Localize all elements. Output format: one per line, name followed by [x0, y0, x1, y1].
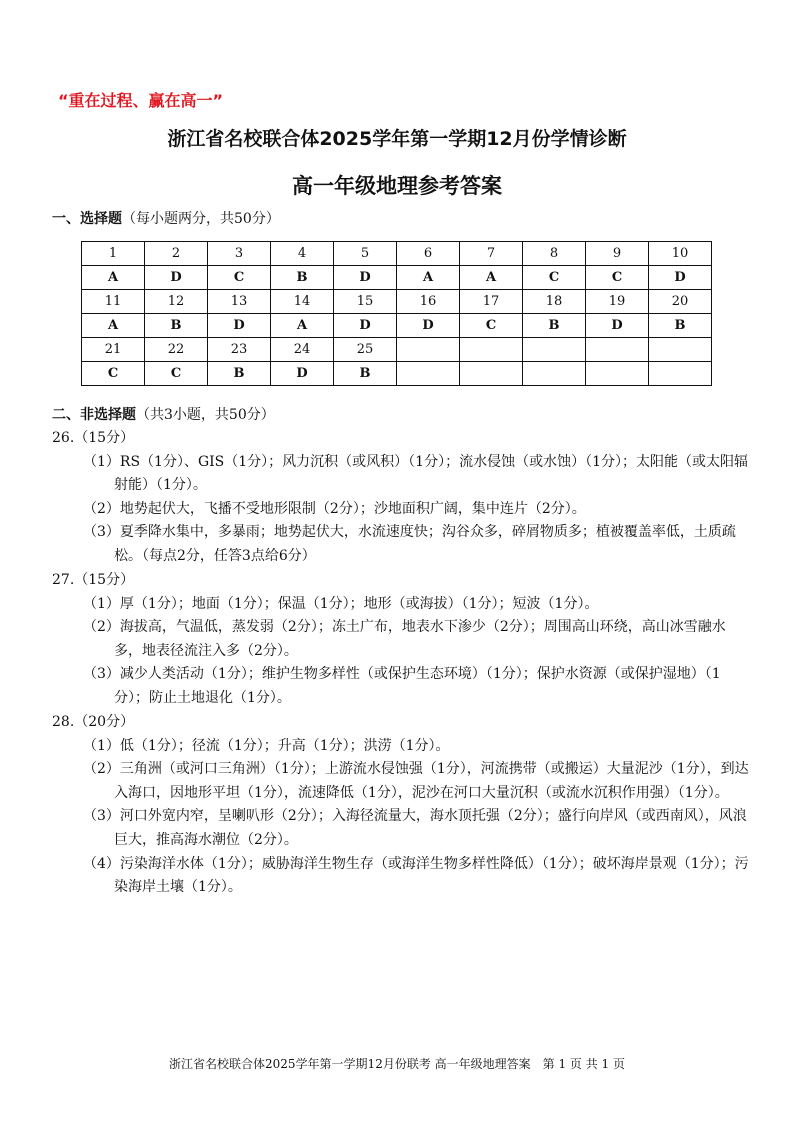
number-row	[82, 338, 712, 362]
question-number-cell: 23	[208, 338, 271, 362]
answer-cell: C	[82, 362, 145, 386]
answer-cell: B	[523, 314, 586, 338]
question-number-cell: 9	[586, 242, 649, 266]
answer-cell: B	[334, 362, 397, 386]
question-number-cell	[649, 338, 712, 362]
answer-item: （3）夏季降水集中，多暴雨；地势起伏大，水流速度快；沟谷众多，碎屑物质多；植被覆盖率低，土质疏松。（每点2分，任答3点给6分）	[83, 524, 736, 564]
question-number-cell	[397, 338, 460, 362]
answer-item: （2）地势起伏大，飞播不受地形限制（2分）；沙地面积广阔，集中连片（2分）。	[83, 500, 586, 517]
answer-cell: C	[460, 314, 523, 338]
question-number-cell: 21	[82, 338, 145, 362]
answer-item: （4）污染海洋水体（1分）；威胁海洋生物生存（或海洋生物多样性降低）（1分）；破坏海岸景观（1分）；污染海岸土壤（1分）。	[83, 855, 749, 896]
answer-table	[81, 241, 712, 386]
question-number-cell: 19	[586, 290, 649, 314]
answer-cell: A	[397, 266, 460, 290]
question-number-cell: 1	[82, 242, 145, 266]
answer-item: （2）海拔高，气温低，蒸发弱（2分）；冻土广布，地表水下渗少（2分）；周围高山环绕，高山冰雪融水多，地表径流注入多（2分）。	[83, 619, 726, 659]
question-number-cell: 2	[145, 242, 208, 266]
question-28	[52, 711, 752, 900]
question-number-cell: 10	[649, 242, 712, 266]
question-27	[52, 569, 752, 711]
answer-cell: C	[145, 362, 208, 386]
answer-cell	[649, 362, 712, 386]
question-number-cell: 11	[82, 290, 145, 314]
question-number-cell: 7	[460, 242, 523, 266]
section1-note: （每小题两分，共50分）	[122, 211, 280, 227]
question-26	[52, 427, 752, 569]
answer-cell: D	[145, 266, 208, 290]
answer-cell: C	[586, 266, 649, 290]
answer-cell: A	[82, 266, 145, 290]
question-number-cell: 25	[334, 338, 397, 362]
answer-cell: D	[586, 314, 649, 338]
number-row	[82, 290, 712, 314]
answer-cell: B	[145, 314, 208, 338]
answer-cell: B	[208, 362, 271, 386]
answer-cell: C	[523, 266, 586, 290]
question-number-cell: 4	[271, 242, 334, 266]
question-number-cell	[460, 338, 523, 362]
answer-cell	[523, 362, 586, 386]
answer-cell: D	[649, 266, 712, 290]
answer-item: （3）减少人类活动（1分）；维护生物多样性（或保护生态环境）（1分）；保护水资源（或保护湿地）（1分）；防止土地退化（1分）。	[83, 666, 721, 706]
answer-cell: D	[208, 314, 271, 338]
answer-cell: D	[334, 314, 397, 338]
question-number-cell: 17	[460, 290, 523, 314]
slogan: “重在过程、赢在高一”	[58, 91, 224, 110]
answer-row	[82, 314, 712, 338]
question-number-cell	[523, 338, 586, 362]
answer-cell	[460, 362, 523, 386]
question-number-cell	[586, 338, 649, 362]
question-number: 27.（15分）	[52, 572, 135, 588]
answer-cell: B	[271, 266, 334, 290]
answer-row	[82, 362, 712, 386]
answer-cell: A	[460, 266, 523, 290]
question-number-cell: 14	[271, 290, 334, 314]
answer-item: （1）厚（1分）；地面（1分）；保温（1分）；地形（或海拔）（1分）；短波（1分）。	[83, 595, 599, 612]
answer-cell: A	[82, 314, 145, 338]
question-number-cell: 6	[397, 242, 460, 266]
answer-cell	[586, 362, 649, 386]
answer-item: （1）RS（1分）、GIS（1分）；风力沉积（或风积）（1分）；流水侵蚀（或水蚀）（1分）；太阳能（或太阳辐射能）（1分）。	[83, 453, 748, 494]
question-number-cell: 13	[208, 290, 271, 314]
question-number: 26.（15分）	[52, 430, 135, 446]
question-number-cell: 5	[334, 242, 397, 266]
question-number-cell: 22	[145, 338, 208, 362]
question-number: 28.（20分）	[52, 714, 135, 730]
question-number-cell: 15	[334, 290, 397, 314]
section1-heading	[52, 208, 280, 228]
question-number-cell: 12	[145, 290, 208, 314]
question-number-cell: 16	[397, 290, 460, 314]
answer-cell: D	[271, 362, 334, 386]
question-number-cell: 20	[649, 290, 712, 314]
question-number-cell: 3	[208, 242, 271, 266]
page-footer: 浙江省名校联合体2025学年第一学期12月份联考 高一年级地理答案 第 1 页 共 1 页	[169, 1057, 625, 1071]
answer-cell: C	[208, 266, 271, 290]
answer-cell: A	[271, 314, 334, 338]
section2-heading	[52, 404, 275, 424]
section2-note: （共3小题，共50分）	[136, 407, 275, 423]
question-number-cell: 18	[523, 290, 586, 314]
answer-row	[82, 266, 712, 290]
answer-item: （2）三角洲（或河口三角洲）（1分）；上游流水侵蚀强（1分），河流携带（或搬运）大量泥沙（1分），到达入海口，因地形平坦（1分），流速降低（1分），泥沙在河口大量沉积（或流水沉积作用强）（1分）。	[83, 761, 749, 801]
section2-title: 二、非选择题	[52, 407, 136, 423]
question-number-cell: 24	[271, 338, 334, 362]
number-row	[82, 242, 712, 266]
section1-title: 一、选择题	[52, 211, 122, 227]
document-subtitle: 高一年级地理参考答案	[292, 174, 502, 198]
answer-cell: D	[397, 314, 460, 338]
document-title: 浙江省名校联合体2025学年第一学期12月份学情诊断	[167, 128, 627, 150]
answer-item: （3）河口外宽内窄，呈喇叭形（2分）；入海径流量大，海水顶托强（2分）；盛行向岸风（或西南风），风浪巨大，推高海水潮位（2分）。	[83, 808, 747, 848]
answer-cell	[397, 362, 460, 386]
answer-cell: D	[334, 266, 397, 290]
answer-cell: B	[649, 314, 712, 338]
question-number-cell: 8	[523, 242, 586, 266]
answer-item: （1）低（1分）；径流（1分）；升高（1分）；洪涝（1分）。	[83, 737, 450, 754]
